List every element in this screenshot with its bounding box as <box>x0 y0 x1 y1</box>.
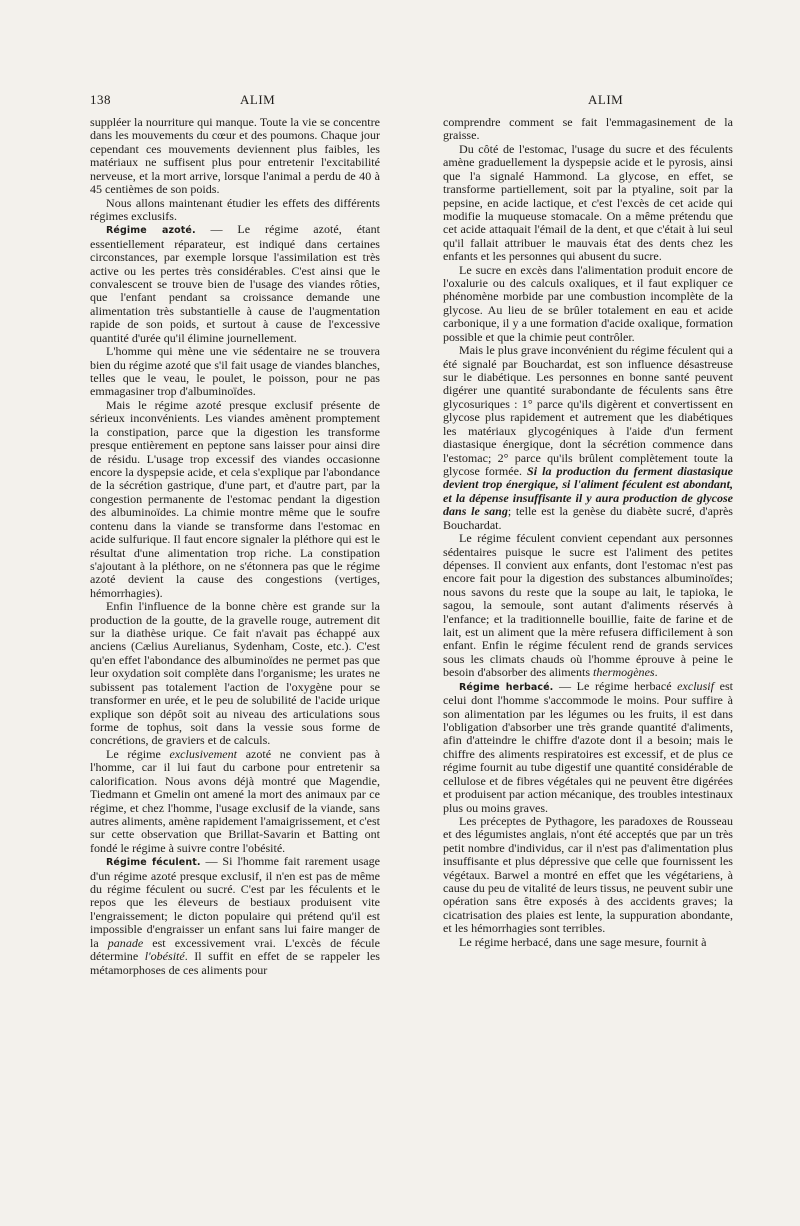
emphasis: l'obésité <box>144 949 185 964</box>
paragraph: Mais le régime azoté presque exclusif présente de sérieux inconvénients. Les viandes amènent promptement la constipation, parce que la digestion les transforme presque entièrement en peptone sans laisser pour ainsi dire de résidu. L'usage trop excessif des viandes occasionne encore la dyspepsie acide, et cela s'explique par l'abondance de la sécrétion gastrique, d'une part, et d'autre part, par la congestion permanente de l'estomac pendant la digestion des albuminoïdes. La chimie montre même que le soufre contenu dans la viande se transforme dans l'estomac en acide sulfurique. Il faut encore signaler la pléthore qui est le résultat d'une alimentation trop riche. La constipation s'ajoutant à la pléthore, on ne s'étonnera pas que le régime azoté devient la cause des congestions (vertiges, hémorrhagies). <box>90 397 380 600</box>
text-run: Le régime <box>106 746 170 761</box>
section-heading: Régime féculent. <box>106 857 201 869</box>
left-column <box>90 116 380 977</box>
text-run: Mais le plus grave inconvénient du régime féculent qui a été signalé par Bouchardat, est son influence désastreuse sur le diabétique. Les personnes en bonne santé peuvent digérer une quantité surabondante de féculents sans être glycosuriques : 1° parce qu'ils digèrent et convertissent en glycose plus rapidement et autrement que les diabétiques les matériaux glycogéniques à l'aide d'un ferment diastasique énergique, dont la sécrétion commence dans l'estomac; 2° parce qu'ils brûlent complètement toute la glycose formée. <box>443 343 733 478</box>
paragraph: Le régime herbacé, dans une sage mesure, fournit à <box>459 934 707 949</box>
paragraph: Nous allons maintenant étudier les effets des différents régimes exclusifs. <box>90 195 380 223</box>
paragraph <box>443 532 733 680</box>
text-run: azoté ne convient pas à l'homme, car il lui faut du carbone pour entretenir sa calorification. Nous avons déjà montré que Magendie, Tiedmann et Gmelin ont amené la mort des animaux par ce régime, et chez l'homme, l'usage exclusif de la viande, sans autres aliments, amène rapidement l'amaigrissement, et c'est sur cette observation que Brillat-Savarin et Batting ont fondé le régime à suivre contre l'obésité. <box>90 746 381 855</box>
section-heading: Régime herbacé. <box>459 681 554 693</box>
paragraph <box>443 344 733 532</box>
emphasis: thermogènes <box>593 665 655 680</box>
section-regime-herbace <box>443 680 733 815</box>
page-number: 138 <box>90 92 111 107</box>
header-right-title: ALIM <box>588 92 624 107</box>
section-text: — Le régime azoté, étant essentiellement réparateur, est indiqué dans certaines circonstances, par exemple lorsque l'assimilation est très active ou les pertes très considérables. C'est ainsi que le convalescent se trouve bien de l'usage des viandes rôties, que l'enfant pendant sa croissance demande une alimentation très substantielle à cause de l'augmentation rapide de son poids, et surtout à cause de l'excessive quantité d'urée qu'il élimine journellement. <box>90 222 380 345</box>
emphasis: Si la production du ferment diastasique devient trop énergique, si l'aliment féculent est abondant, et la dépense insuffisante il y aura production de glycose dans le sang <box>443 463 734 519</box>
running-header <box>90 92 716 110</box>
section-regime-azote <box>90 223 380 345</box>
text-run: — Le régime herbacé <box>553 678 678 693</box>
emphasis: exclusif <box>677 678 714 693</box>
header-left-title: ALIM <box>240 92 276 107</box>
paragraph: Enfin l'influence de la bonne chère est grande sur la production de la goutte, de la gravelle rouge, autrement dit sur la diathèse urique. Ce fait n'avait pas échappé aux anciens (Cælius Aurelianus, Sydenham, Coste, etc.). C'est qu'en effet l'abondance des albuminoïdes ne permet pas que leur oxydation soit complète dans l'organisme; les urates ne subissent pas totalement l'action de l'oxygène pour se transformer en urée, et le peu de solubilité de l'acide urique explique son dépôt soit au niveau des articulations sous forme de tophus, soit dans la vessie sous forme de concrétions, de graviers et de calculs. <box>90 599 380 748</box>
section-heading: Régime azoté. <box>106 225 196 237</box>
text-run: est excessivement vrai. L'excès de fécule détermine <box>90 935 380 964</box>
paragraph: comprendre comment se fait l'emmagasinement de la graisse. <box>443 115 733 143</box>
text-run: ; telle est la genèse du diabète sucré, d'après Bouchardat. <box>443 504 733 532</box>
paragraph: Le sucre en excès dans l'alimentation produit encore de l'oxalurie ou des calculs oxaliques, et il faut expliquer ce phénomène morbide par une combustion incomplète de la glycose. Au lieu de se brûler totalement en eau et acide carbonique, il y a une formation d'acide oxalique, formation possible et que la chimie peut contrôler. <box>443 262 733 344</box>
emphasis: exclusivement <box>169 746 238 761</box>
paragraph <box>90 748 380 855</box>
emphasis: panade <box>107 935 144 950</box>
text-run: . Il suffit en effet de se rappeler les métamorphoses de ces aliments pour <box>90 949 380 977</box>
paragraph: Du côté de l'estomac, l'usage du sucre et des féculents amène graduellement la dyspepsie acide et le pyrosis, ainsi que l'a signalé Hammond. La glycose, en effet, se transforme partiellement, soit par la ptyaline, soit par la pepsine, en acide lactique, et c'est l'excès de cet acide qui modifie la muqueuse stomacale. On a même prétendu que cet acide attaquait l'émail de la dent, et que c'était à lui seul qu'il fallait attribuer le mauvais état des dents chez les enfants et les personnes qui abusent du sucre. <box>443 141 733 264</box>
section-regime-feculent <box>90 855 380 977</box>
paragraph: L'homme qui mène une vie sédentaire ne se trouvera bien du régime azoté que s'il fait usage de viandes blanches, telles que le veau, le poulet, le poisson, pour ne pas emmagasiner trop d'albuminoïdes. <box>90 344 380 399</box>
text-run: Le régime féculent convient cependant aux personnes sédentaires puisque le sucre est l'aliment des petites dépenses. Il convient aux enfants, dont l'estomac n'est pas encore fait pour la digestion des substances albuminoïdes; nous savons du reste que la soupe au lait, le tapioka, le sagou, la semoule, sont autant d'aliments réservés à l'enfance; et la traditionnelle bouillie, faite de farine et de lait, est un aliment que la mère refusera difficilement à son enfant. Enfin le régime féculent rend de grands services sous les climats chauds où l'homme éprouve à peine le besoin d'absorber des aliments <box>443 531 733 680</box>
text-run: est celui dont l'homme s'accommode le moins. Pour suffire à son alimentation par les légumes ou les fruits, il est dans l'obligation d'absorber une très grande quantité d'aliments, afin d'atteindre le chiffre d'azote dont il a besoin; mais le chiffre des aliments respiratoires est excessif, et de plus ce régime fournit au tube digestif une quantité considérable de cellulose et de fibres végétales qui ne peuvent être digérées et produisent par action mécanique, des troubles intestinaux plus ou moins graves. <box>443 678 733 815</box>
paragraph: Les préceptes de Pythagore, les paradoxes de Rousseau et des légumistes anglais, n'ont été acceptés que par un très petit nombre d'individus, car il n'est pas d'alimentation plus insuffisante et plus dépressive que celle que fournissent les végétaux. Barwel a montré en effet que les végétariens, à cause du peu de vitalité de leurs tissus, ne peuvent subir une opération sans être exposés à des accidents graves; la cicatrisation des plaies est lente, la suppuration abondante, et les hémorrhagies sont terribles. <box>443 813 733 936</box>
text-run: — Si l'homme fait rarement usage d'un régime azoté presque exclusif, il n'en est pas de même du régime féculent ou sucré. C'est par les féculents et le repos que les éleveurs de bestiaux produisent vite l'engraissement; le dicton populaire qui prétend qu'il est impossible d'engraisser un enfant sans lui faire manger de la <box>90 854 380 950</box>
paragraph: suppléer la nourriture qui manque. Toute la vie se concentre dans les mouvements du cœur et des poumons. Chaque jour cependant ces mouvements deviennent plus faibles, les matériaux ne suffisent plus pour entretenir l'excitabilité nerveuse, et la mort arrive, lorsque l'animal a perdu de 40 à 45 centièmes de son poids. <box>90 115 380 197</box>
right-column <box>443 116 733 949</box>
text-run: . <box>654 665 658 680</box>
